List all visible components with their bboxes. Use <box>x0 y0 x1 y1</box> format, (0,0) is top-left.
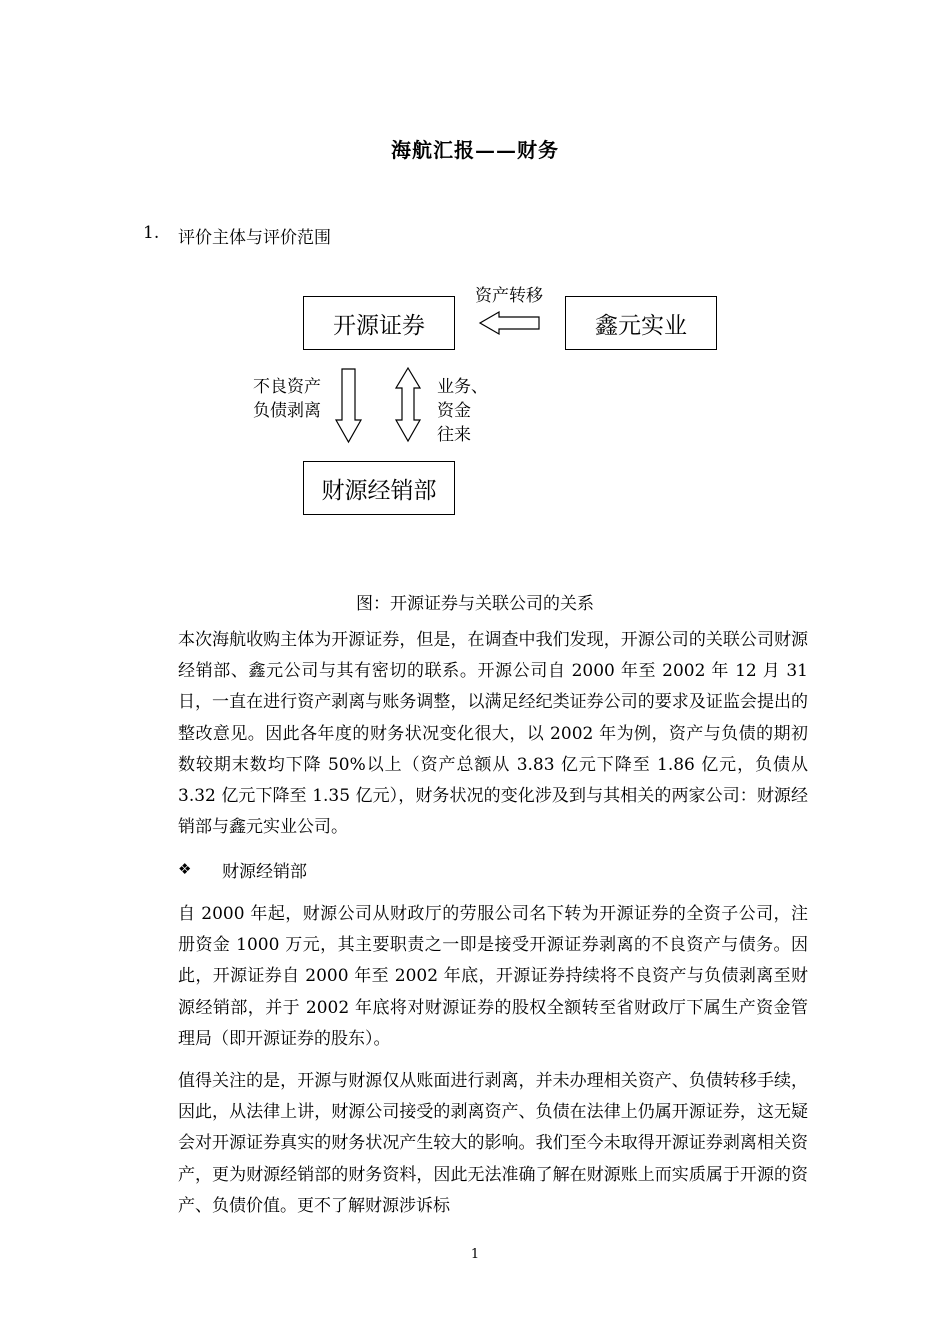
diamond-bullet-icon: ❖ <box>178 860 192 878</box>
transfer-arrow-icon <box>480 312 539 334</box>
box-xinyuan-industry: 鑫元实业 <box>565 296 717 350</box>
section-heading: 评价主体与评价范围 <box>178 228 331 248</box>
box-caiyuan-dealer: 财源经销部 <box>303 461 455 515</box>
page-title: 海航汇报——财务 <box>391 138 559 162</box>
strip-down-arrow-icon <box>336 369 361 442</box>
bullet-heading: 财源经销部 <box>222 862 307 882</box>
label-business: 业务、 <box>437 377 488 397</box>
label-bad-assets: 不良资产 <box>253 377 321 397</box>
label-dealings: 往来 <box>437 425 471 445</box>
paragraph-2: 自 2000 年起，财源公司从财政厅的劳服公司名下转为开源证券的全资子公司，注册资金 1000 万元，其主要职责之一即是接受开源证券剥离的不良资产与债务。因此，开源证券自 2000 年至 2002 年底，开源证券持续将不良资产与负债剥离至财源经销部，并于 2002 年底将对财源证券的股权全额转至省财政厅下属生产资金管理局（即开源证券的股东）。 <box>178 904 808 1049</box>
paragraph-1: 本次海航收购主体为开源证券，但是，在调查中我们发现，开源公司的关联公司财源经销部、鑫元公司与其有密切的联系。开源公司自 2000 年至 2002 年 12 月 31 日，一直在进行资产剥离与账务调整，以满足经纪类证券公司的要求及证监会提出的整改意见。因此各年度的财务状况变化很大，以 2002 年为例，资产与负债的期初数较期末数均下降 50%以上（资产总额从 3.83 亿元下降至 1.86 亿元，负债从 3.32 亿元下降至 1.35 亿元），财务状况的变化涉及到与其相关的两家公司：财源经销部与鑫元实业公司。 <box>178 630 808 838</box>
relationship-diagram <box>250 280 720 520</box>
figure-caption: 图：开源证券与关联公司的关系 <box>356 594 594 614</box>
paragraph-3: 值得关注的是，开源与财源仅从账面进行剥离，并未办理相关资产、负债转移手续，因此，从法律上讲，财源公司接受的剥离资产、负债在法律上仍属开源证券，这无疑会对开源证券真实的财务状况产生较大的影响。我们至今未取得开源证券剥离相关资产，更为财源经销部的财务资料，因此无法准确了解在财源账上而实质属于开源的资产、负债价值。更不了解财源涉诉标 <box>178 1071 808 1216</box>
section-number: 1. <box>143 223 160 243</box>
page-number: 1 <box>470 1247 480 1262</box>
label-funds: 资金 <box>437 401 471 421</box>
label-asset-transfer: 资产转移 <box>475 286 543 306</box>
box-kaiyuan-securities: 开源证券 <box>303 296 455 350</box>
two-way-arrow-icon <box>396 368 420 441</box>
label-debt-stripping: 负债剥离 <box>253 401 321 421</box>
